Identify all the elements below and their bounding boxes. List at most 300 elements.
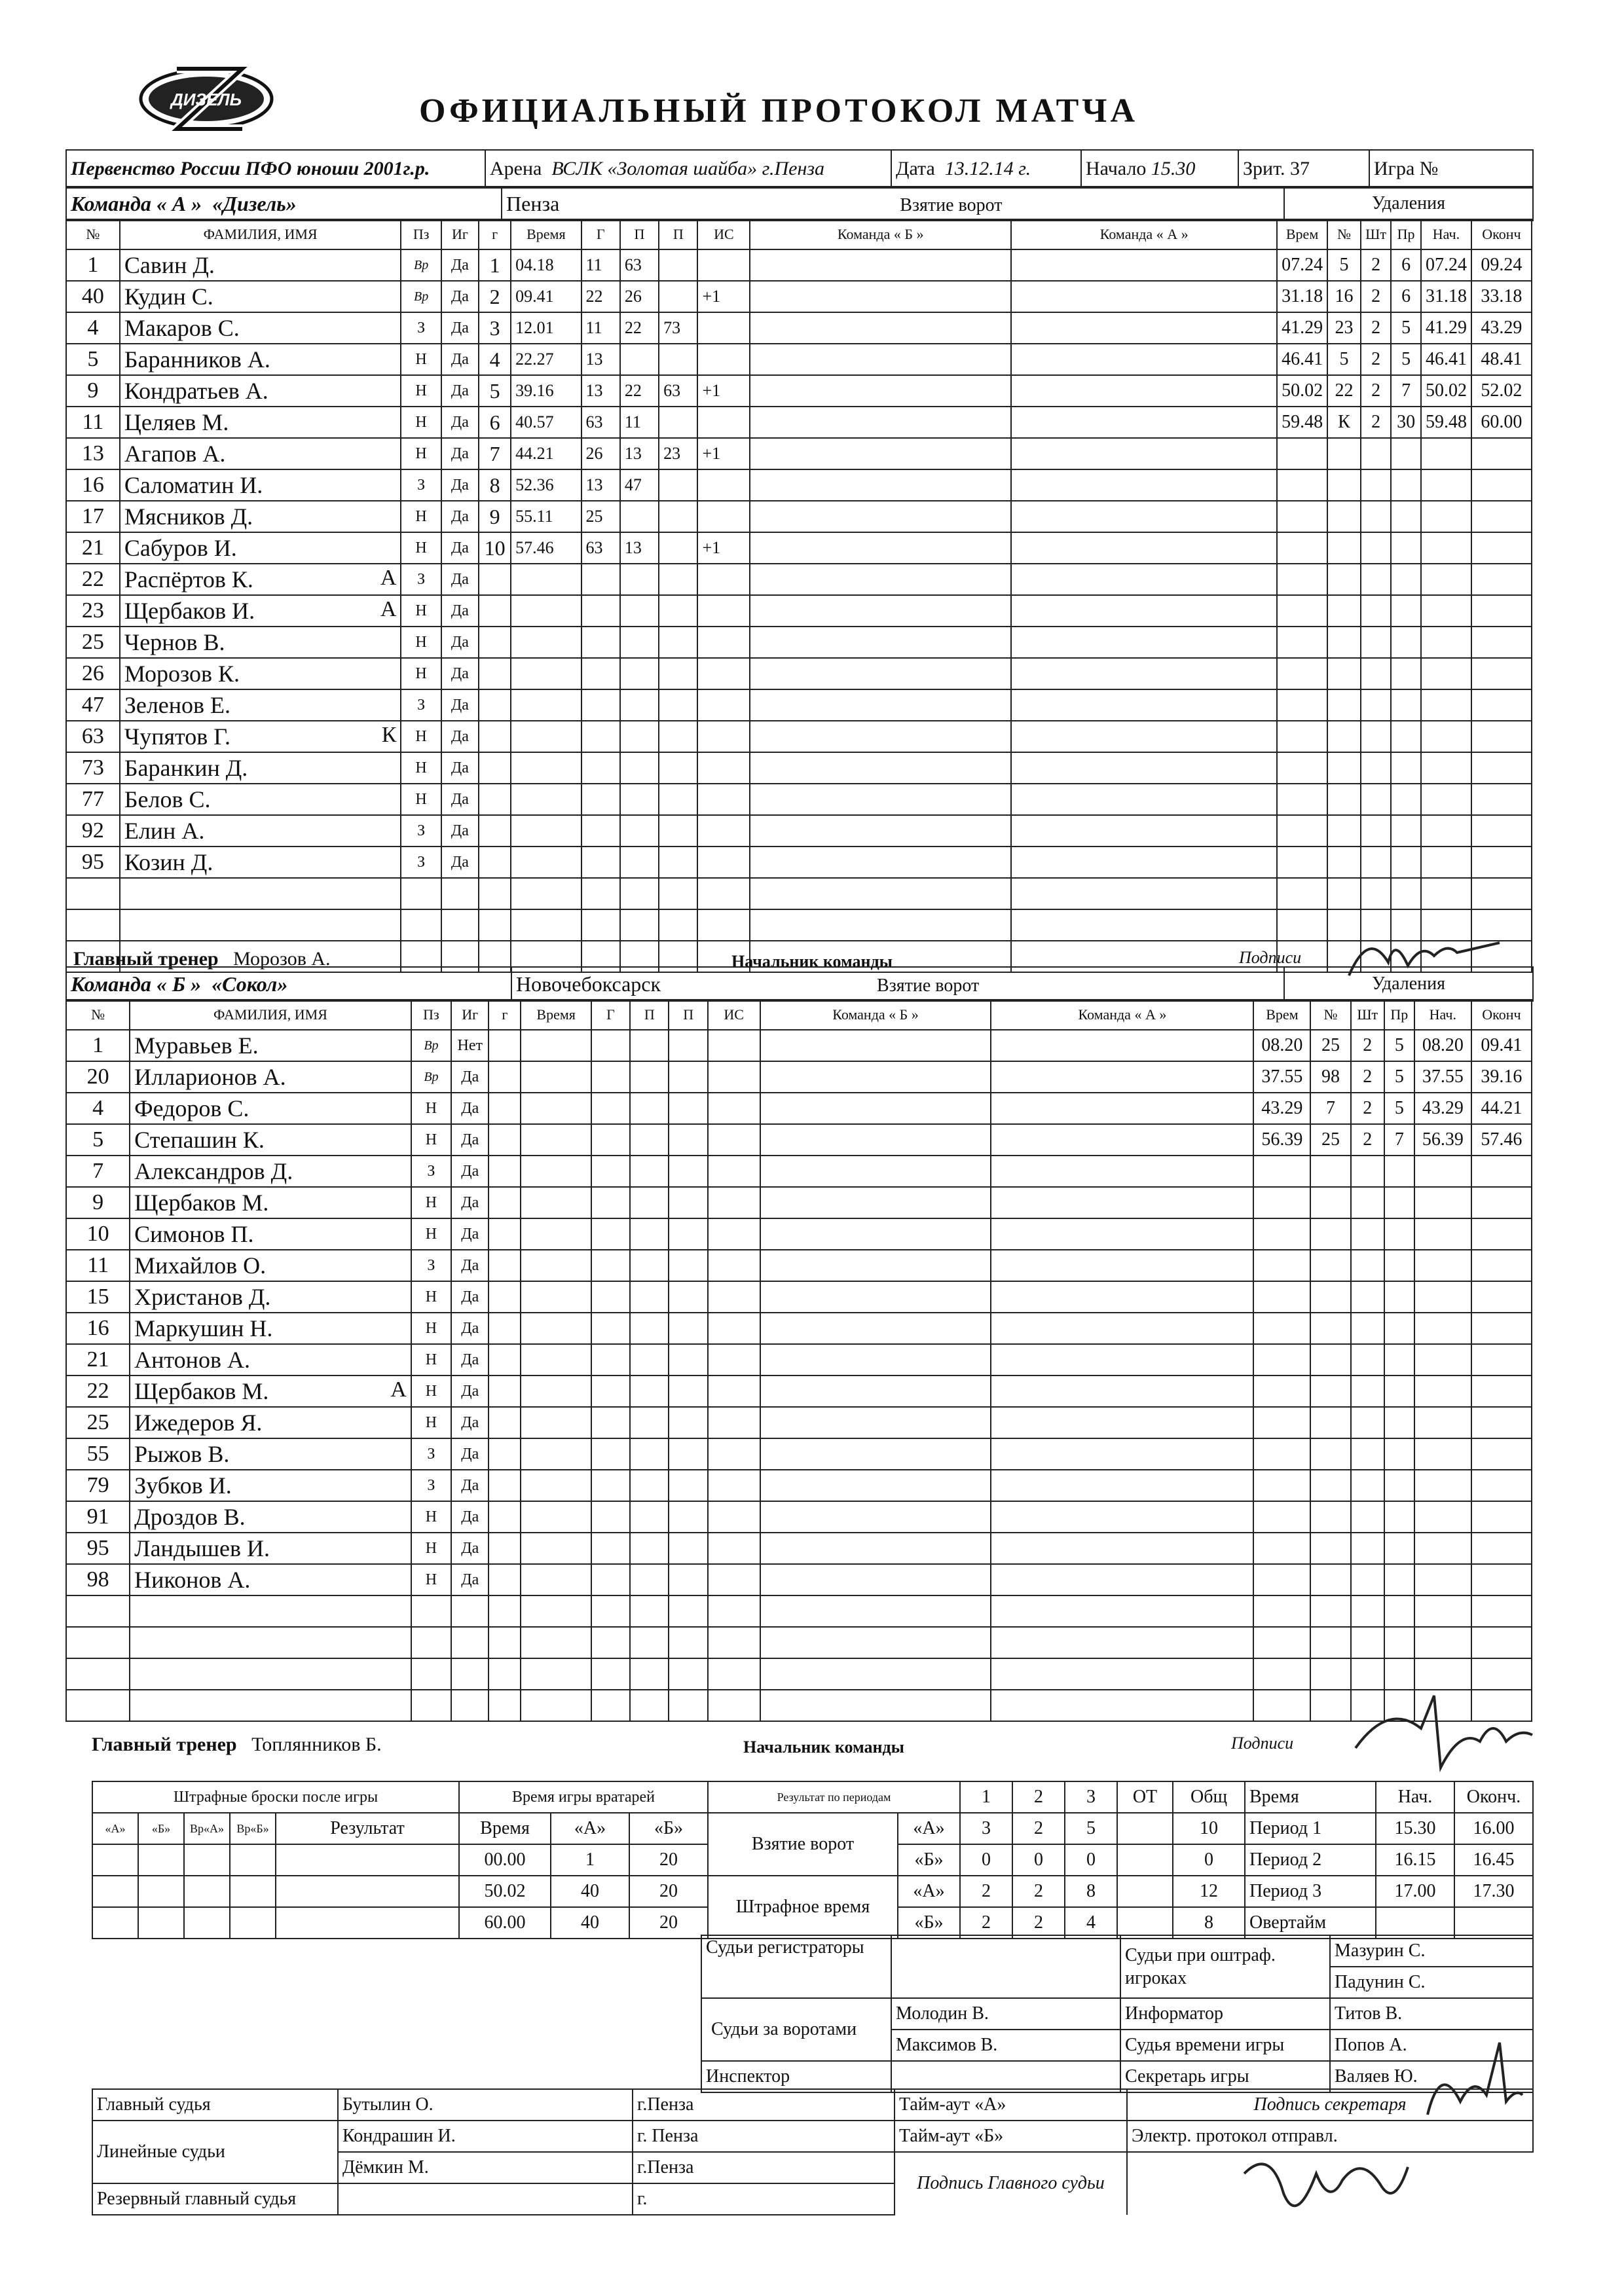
shootout-table: Штрафные броски после игры «А» «Б» Вр«А» Вр«Б» Результат [92, 1781, 460, 1939]
penalty-box-judge-2: Падунин С. [1330, 1967, 1533, 1998]
penalty-time [1277, 658, 1327, 689]
penalty-no [1310, 1376, 1350, 1407]
player-number: 13 [66, 438, 120, 469]
penalty-reason [1384, 1407, 1414, 1438]
penalty-reason [1391, 689, 1421, 721]
player-row [66, 627, 1532, 658]
goal-p1 [630, 1124, 669, 1156]
goal-p1 [630, 1690, 669, 1721]
penalty-min [1361, 752, 1391, 784]
goal-team-b-cell [760, 1376, 991, 1407]
penalty-min [1351, 1501, 1384, 1533]
goal-team-b-cell [750, 407, 1011, 438]
player-row [66, 878, 1532, 909]
goal-g: 10 [479, 532, 511, 564]
player-played: Да [441, 469, 479, 501]
penalty-no: 5 [1327, 344, 1361, 375]
player-played: Да [441, 627, 479, 658]
goal-team-a-cell [1011, 312, 1277, 344]
goal-team-b-cell [760, 1030, 991, 1061]
penalty-start [1414, 1281, 1471, 1313]
goal-p2 [669, 1093, 707, 1124]
goal-goal [581, 721, 620, 752]
player-row [66, 595, 1532, 627]
goal-goal [591, 1218, 630, 1250]
goal-p1 [630, 1281, 669, 1313]
player-position: Н [401, 752, 441, 784]
penalty-time [1253, 1313, 1310, 1344]
penalty-end [1471, 1407, 1532, 1438]
penalty-min [1351, 1533, 1384, 1564]
goal-time [511, 752, 581, 784]
penalty-no [1310, 1156, 1350, 1187]
goal-p1: 47 [620, 469, 659, 501]
referees-table: Главный судья Бутылин О. г.Пенза Тайм-аут «А» Подпись секретаря Линейные судьи Кондрашин И. г. Пенза Тайм-аут «Б» Электр. протокол отправл. Дёмкин М. г.Пенза Подпись Главного судьи Резервный главный судья г. [92, 2088, 1534, 2215]
player-row [66, 532, 1532, 564]
player-played: Да [441, 407, 479, 438]
penalty-end [1471, 1627, 1532, 1658]
player-number: 91 [66, 1501, 130, 1533]
goalie-time-a: 40 [551, 1907, 629, 1939]
goal-p2 [669, 1061, 707, 1093]
penalty-start: 31.18 [1421, 281, 1471, 312]
goal-is: +1 [697, 375, 750, 407]
goal-time: 44.21 [511, 438, 581, 469]
goal-g [489, 1690, 521, 1721]
player-position: Н [411, 1124, 451, 1156]
player-name: Дроздов В. [130, 1501, 411, 1533]
penalty-no [1327, 658, 1361, 689]
penalty-time [1277, 438, 1327, 469]
penalty-min [1351, 1407, 1384, 1438]
goal-team-a-cell [1011, 407, 1277, 438]
goal-goal [591, 1156, 630, 1187]
officials-table: Судьи регистраторы Судьи при оштраф. игроках Мазурин С. Падунин С. Судьи за воротами Молодин В. Информатор Титов В. Максимов В. Судья времени игры Попов А. Инспектор Секретарь игры Валяев Ю. [701, 1935, 1534, 2093]
team-b-title: Команда « Б » «Сокол» [66, 967, 511, 1001]
penalty-time [1253, 1156, 1310, 1187]
player-played: Да [441, 438, 479, 469]
penalty-reason [1384, 1313, 1414, 1344]
penalty-min [1361, 847, 1391, 878]
penalty-start [1414, 1658, 1471, 1690]
player-played: Да [441, 595, 479, 627]
penalty-min [1361, 469, 1391, 501]
goal-team-a-cell [1011, 532, 1277, 564]
goal-g [479, 627, 511, 658]
player-name [130, 1658, 411, 1690]
penalty-min: 2 [1361, 375, 1391, 407]
goal-goal [591, 1658, 630, 1690]
goal-time: 39.16 [511, 375, 581, 407]
player-position: Н [401, 627, 441, 658]
goal-team-a-cell [991, 1030, 1253, 1061]
penalty-min [1351, 1313, 1384, 1344]
goal-goal [581, 564, 620, 595]
goal-time [521, 1376, 591, 1407]
player-name [130, 1690, 411, 1721]
penalty-reason [1384, 1501, 1414, 1533]
player-position: З [401, 847, 441, 878]
goal-p2 [669, 1533, 707, 1564]
goal-is: +1 [697, 281, 750, 312]
penalty-no [1310, 1690, 1350, 1721]
player-position: Вр [401, 281, 441, 312]
goal-is [708, 1061, 760, 1093]
goal-is [697, 249, 750, 281]
goal-p1 [620, 784, 659, 815]
penalty-time [1253, 1470, 1310, 1501]
dizel-logo [138, 62, 275, 136]
player-number [66, 909, 120, 941]
player-position: Н [401, 595, 441, 627]
player-row [66, 752, 1532, 784]
goal-goal: 26 [581, 438, 620, 469]
player-number: 10 [66, 1218, 130, 1250]
goal-team-b-cell [760, 1533, 991, 1564]
penalty-time [1253, 1658, 1310, 1690]
goal-team-b-cell [750, 815, 1011, 847]
penalty-time [1253, 1438, 1310, 1470]
goal-p2 [669, 1690, 707, 1721]
penalty-min [1351, 1564, 1384, 1595]
goal-time: 04.18 [511, 249, 581, 281]
player-position: Н [411, 1407, 451, 1438]
player-name: Морозов К. [120, 658, 401, 689]
penalty-time [1277, 847, 1327, 878]
player-row [66, 847, 1532, 878]
goal-goal [591, 1124, 630, 1156]
goal-p1: 13 [620, 438, 659, 469]
player-name: Ижедеров Я. [130, 1407, 411, 1438]
penalty-start [1421, 847, 1471, 878]
penalty-start [1414, 1438, 1471, 1470]
player-name: Мясников Д. [120, 501, 401, 532]
penalty-reason [1384, 1187, 1414, 1218]
goal-is [697, 815, 750, 847]
penalty-start [1421, 784, 1471, 815]
penalty-no: 5 [1327, 249, 1361, 281]
goal-p2 [659, 281, 697, 312]
goal-team-b-cell [760, 1281, 991, 1313]
goal-team-a-cell [1011, 595, 1277, 627]
penalty-end: 60.00 [1471, 407, 1532, 438]
player-played: Да [451, 1501, 489, 1533]
penalty-reason [1391, 469, 1421, 501]
player-played: Да [441, 312, 479, 344]
penalty-time: 07.24 [1277, 249, 1327, 281]
penalty-min [1351, 1187, 1384, 1218]
goal-team-b-cell [760, 1250, 991, 1281]
goal-time [521, 1438, 591, 1470]
player-row [66, 658, 1532, 689]
penalty-time [1253, 1250, 1310, 1281]
goal-p1 [630, 1187, 669, 1218]
penalty-reason: 7 [1391, 375, 1421, 407]
penalty-reason: 7 [1384, 1124, 1414, 1156]
penalty-time: 56.39 [1253, 1124, 1310, 1156]
penalty-end [1471, 501, 1532, 532]
player-number: 9 [66, 1187, 130, 1218]
player-name [130, 1627, 411, 1658]
goal-is [708, 1438, 760, 1470]
player-number: 1 [66, 1030, 130, 1061]
penalty-end [1471, 627, 1532, 658]
goal-goal [591, 1281, 630, 1313]
player-played: Да [441, 815, 479, 847]
goal-team-a-cell [1011, 281, 1277, 312]
penalty-reason [1384, 1627, 1414, 1658]
player-position: Н [401, 438, 441, 469]
goal-time [511, 595, 581, 627]
player-number: 5 [66, 344, 120, 375]
penalty-min [1351, 1376, 1384, 1407]
player-number [66, 1627, 130, 1658]
penalty-reason [1391, 658, 1421, 689]
penalty-time [1277, 784, 1327, 815]
penalty-end [1471, 532, 1532, 564]
penalty-end [1471, 878, 1532, 909]
player-row [66, 1187, 1532, 1218]
player-played: Да [451, 1533, 489, 1564]
penalty-start [1414, 1376, 1471, 1407]
player-position [411, 1627, 451, 1658]
goal-team-b-cell [760, 1564, 991, 1595]
goal-g [479, 595, 511, 627]
goal-p2 [669, 1218, 707, 1250]
goal-time [511, 878, 581, 909]
goal-is [708, 1595, 760, 1627]
goal-p1: 13 [620, 532, 659, 564]
penalty-reason [1391, 815, 1421, 847]
penalty-start [1414, 1250, 1471, 1281]
goal-g: 5 [479, 375, 511, 407]
penalty-min [1361, 501, 1391, 532]
penalty-time [1253, 1627, 1310, 1658]
team-a-penalties-title: Удаления [1284, 187, 1533, 221]
goal-p2 [669, 1438, 707, 1470]
penalty-time: 37.55 [1253, 1061, 1310, 1093]
player-name: Козин Д. [120, 847, 401, 878]
goal-p2 [659, 249, 697, 281]
player-played: Да [451, 1061, 489, 1093]
player-number: 21 [66, 532, 120, 564]
goal-team-a-cell [991, 1690, 1253, 1721]
penalty-min [1351, 1595, 1384, 1627]
goal-time [511, 564, 581, 595]
penalty-no [1310, 1658, 1350, 1690]
penalty-reason [1384, 1533, 1414, 1564]
player-name: Баранников А. [120, 344, 401, 375]
goal-team-a-cell [1011, 878, 1277, 909]
player-number: 23 [66, 595, 120, 627]
penalty-time [1277, 501, 1327, 532]
player-played: Да [441, 752, 479, 784]
captain-mark: А [380, 597, 397, 621]
penalty-time [1277, 532, 1327, 564]
goal-team-b-cell [760, 1658, 991, 1690]
period-time-start: 17.00 [1376, 1876, 1454, 1907]
goal-p1: 11 [620, 407, 659, 438]
player-name: Щербаков И. А [120, 595, 401, 627]
penalty-time: 50.02 [1277, 375, 1327, 407]
penalty-no [1327, 595, 1361, 627]
goal-p1 [620, 564, 659, 595]
player-number: 73 [66, 752, 120, 784]
player-name: Кудин С. [120, 281, 401, 312]
goal-is [708, 1187, 760, 1218]
player-row [66, 784, 1532, 815]
penalty-time [1253, 1690, 1310, 1721]
player-number: 25 [66, 1407, 130, 1438]
penalty-time [1253, 1344, 1310, 1376]
goal-team-b-cell [760, 1438, 991, 1470]
goal-p2 [659, 344, 697, 375]
goal-team-a-cell [1011, 375, 1277, 407]
penalty-no: 22 [1327, 375, 1361, 407]
player-row [66, 281, 1532, 312]
player-row [66, 1156, 1532, 1187]
start-time: Начало 15.30 [1081, 150, 1238, 188]
goal-time [521, 1061, 591, 1093]
goal-goal [591, 1030, 630, 1061]
player-row [66, 909, 1532, 941]
penalty-min [1361, 438, 1391, 469]
player-played: Да [441, 249, 479, 281]
goal-p2 [669, 1501, 707, 1533]
goal-p2 [659, 564, 697, 595]
goal-p2 [669, 1187, 707, 1218]
goal-g: 7 [479, 438, 511, 469]
penalty-min [1351, 1658, 1384, 1690]
goalie-time-time: 50.02 [459, 1876, 551, 1907]
goal-time [521, 1564, 591, 1595]
penalty-end [1471, 1533, 1532, 1564]
penalty-reason [1384, 1658, 1414, 1690]
penalty-min [1361, 658, 1391, 689]
goal-p2 [669, 1564, 707, 1595]
team-a-title: Команда « А » «Дизель» [66, 187, 502, 221]
penalty-end: 44.21 [1471, 1093, 1532, 1124]
goal-is [697, 721, 750, 752]
goal-g [489, 1533, 521, 1564]
player-played: Да [441, 564, 479, 595]
championship: Первенство России ПФО юноши 2001г.р. [66, 150, 485, 188]
goal-team-a-cell [991, 1061, 1253, 1093]
player-name: Чернов В. [120, 627, 401, 658]
goal-p1 [630, 1344, 669, 1376]
penalty-min [1361, 815, 1391, 847]
goal-p2 [669, 1470, 707, 1501]
player-name: Чупятов Г. К [120, 721, 401, 752]
penalty-min: 2 [1351, 1030, 1384, 1061]
goal-time: 57.46 [511, 532, 581, 564]
player-name: Елин А. [120, 815, 401, 847]
player-row [66, 1627, 1532, 1658]
player-name: Христанов Д. [130, 1281, 411, 1313]
goal-team-a-cell [991, 1344, 1253, 1376]
goal-team-a-cell [1011, 721, 1277, 752]
penalty-end: 43.29 [1471, 312, 1532, 344]
team-b-coach-row: Главный тренер Топлянников Б. Начальник команды Подписи [92, 1734, 1294, 1757]
goal-g [489, 1218, 521, 1250]
penalty-no [1310, 1187, 1350, 1218]
goal-goal [581, 658, 620, 689]
goal-p1 [630, 1093, 669, 1124]
goal-team-a-cell [1011, 249, 1277, 281]
player-played: Да [451, 1250, 489, 1281]
goal-team-a-cell [1011, 689, 1277, 721]
penalty-reason: 30 [1391, 407, 1421, 438]
goal-p1 [630, 1438, 669, 1470]
goal-is [708, 1093, 760, 1124]
penalty-end [1471, 564, 1532, 595]
player-number: 92 [66, 815, 120, 847]
penalty-end [1471, 1281, 1532, 1313]
goal-g [489, 1438, 521, 1470]
player-number: 4 [66, 312, 120, 344]
goal-team-a-cell [1011, 438, 1277, 469]
penalty-time: 31.18 [1277, 281, 1327, 312]
penalty-time [1277, 595, 1327, 627]
player-played: Да [451, 1156, 489, 1187]
goal-goal [591, 1501, 630, 1533]
player-position: З [411, 1250, 451, 1281]
goal-team-b-cell [760, 1218, 991, 1250]
goal-p1 [630, 1658, 669, 1690]
player-name: Белов С. [120, 784, 401, 815]
team-a-coach: Морозов А. [233, 948, 331, 970]
penalty-time [1253, 1501, 1310, 1533]
penalty-no [1310, 1281, 1350, 1313]
goal-is [708, 1658, 760, 1690]
goal-goal: 63 [581, 532, 620, 564]
team-a-coach-row: Главный тренер Морозов А. Начальник команды Подписи [73, 948, 1302, 971]
player-name: Антонов А. [130, 1344, 411, 1376]
goal-judge-2: Максимов В. [891, 2030, 1120, 2061]
penalty-end: 48.41 [1471, 344, 1532, 375]
penalty-no [1327, 878, 1361, 909]
player-played: Да [451, 1564, 489, 1595]
player-played: Да [451, 1313, 489, 1344]
player-position: З [401, 689, 441, 721]
goal-team-b-cell [760, 1690, 991, 1721]
period-times-table: Время Нач. Оконч. Период 1 15.30 16.00 Период 2 16.15 16.45 Период 3 17.00 17.30 Овертайм [1244, 1781, 1534, 1939]
penalty-no [1310, 1407, 1350, 1438]
penalty-start [1414, 1595, 1471, 1627]
goal-team-b-cell [760, 1470, 991, 1501]
penalty-no [1327, 438, 1361, 469]
goal-time [511, 721, 581, 752]
goal-team-b-cell [750, 658, 1011, 689]
goal-time [521, 1658, 591, 1690]
penalty-min: 2 [1361, 281, 1391, 312]
player-position: Н [401, 658, 441, 689]
period-results-table: Результат по периодам 1 2 3 ОТ Общ Взятие ворот «А» 3 2 5 10 «Б» 0 0 0 0 Штрафное время «А» 2 2 8 12 «Б» 2 2 4 8 [707, 1781, 1246, 1939]
penalty-end [1471, 1376, 1532, 1407]
goalie-time-row [459, 1907, 708, 1939]
goal-team-b-cell [750, 249, 1011, 281]
goal-goal [591, 1313, 630, 1344]
penalty-start: 41.29 [1421, 312, 1471, 344]
goal-p1 [630, 1250, 669, 1281]
player-row [66, 1093, 1532, 1124]
goal-is [697, 595, 750, 627]
goal-g [489, 1061, 521, 1093]
player-row [66, 1658, 1532, 1690]
goal-time: 12.01 [511, 312, 581, 344]
goal-team-b-cell [750, 469, 1011, 501]
penalty-no [1310, 1627, 1350, 1658]
